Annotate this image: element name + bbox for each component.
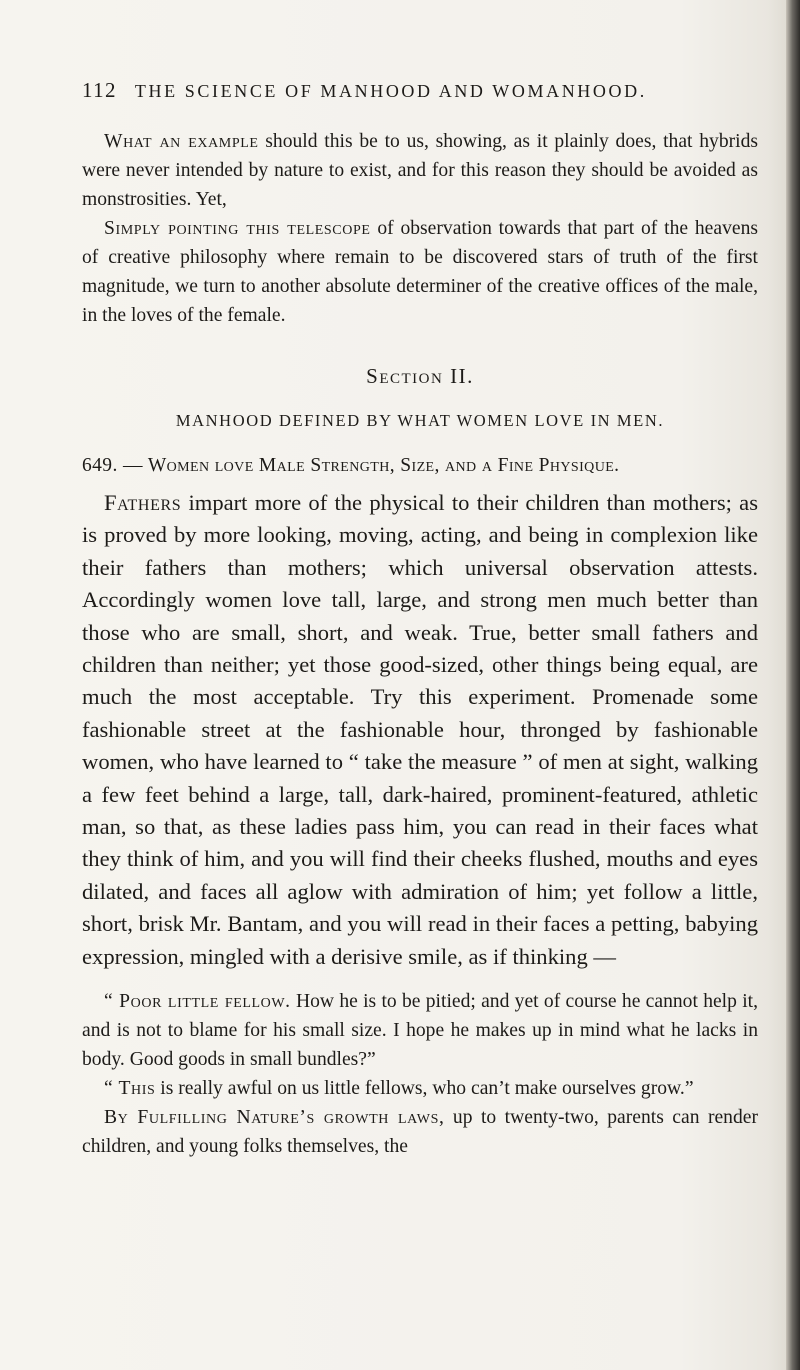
paragraph-lead: “ This — [104, 1078, 156, 1100]
section-heading: Section II. — [366, 364, 474, 388]
running-title: THE SCIENCE OF MANHOOD AND WOMANHOOD. — [134, 81, 647, 101]
article-body-paragraph — [82, 487, 758, 973]
page-number: 112 — [82, 78, 117, 102]
paragraph-text: should this be to us, showing, as it plainly does, that hybrids were never intended by nature to exist, and for this reason they should be avoided as monstrosities. Yet, — [82, 131, 759, 210]
intro-paragraph-1 — [82, 127, 758, 214]
paragraph-text: is really awful on us little fellows, who can’t make ourselves grow.” — [155, 1078, 694, 1100]
paragraph-text: up to twenty-two, parents can render children, and young folks themselves, the — [82, 1107, 758, 1158]
paragraph-lead: “ Poor little fellow. — [104, 991, 291, 1013]
page-content — [82, 78, 758, 1161]
closing-paragraph — [82, 1103, 758, 1161]
paragraph-text: of observation towards that part of the heavens of creative philosophy where remain to be discovered stars of truth of the first magnitude, we turn to another absolute determiner of the creative offices of the male, in the loves of the female. — [82, 218, 758, 326]
quote-paragraph-1 — [82, 987, 758, 1074]
paragraph-text: impart more of the physical to their children than mothers; as is proved by more looking, moving, acting, and being in complexion like their fathers than mothers; which universal observation attests. Accordingly women love tall, large, and strong men much better than those who are small, short, and weak. True, better small fathers and children than neither; yet those good-sized, other things being equal, are much the most acceptable. Try this experiment. Promenade some fashionable street at the fashionable hour, thronged by fashionable women, who have learned to “ take the measure ” of men at sight, walking a few feet behind a large, tall, dark-haired, prominent-featured, athletic man, so that, as these ladies pass him, you can read in their faces what they think of him, and you will find their cheeks flushed, mouths and eyes dilated, and faces all aglow with admiration of him; yet follow a little, short, brisk Mr. Bantam, and you will read in their faces a petting, babying expression, mingled with a derisive smile, as if thinking — — [82, 490, 758, 969]
paragraph-text: How he is to be pitied; and yet of course he cannot help it, and is not to blame for his small size. I hope he makes up in mind what he lacks in body. Good goods in small bundles?” — [82, 991, 758, 1071]
intro-paragraph-2 — [82, 214, 758, 330]
paragraph-lead: Simply pointing this telescope — [104, 218, 371, 239]
page-edge-shadow — [786, 0, 800, 1370]
section-subheading: MANHOOD DEFINED BY WHAT WOMEN LOVE IN MEN. — [175, 411, 665, 430]
running-header — [82, 78, 758, 103]
quote-paragraph-2 — [82, 1074, 758, 1103]
paragraph-lead: By Fulfilling Nature’s growth laws, — [104, 1107, 445, 1129]
paragraph-lead: What an example — [104, 131, 259, 152]
paragraph-lead: Fathers — [104, 490, 182, 515]
article-heading: 649. — Women love Male Strength, Size, and a Fine Physique. — [82, 455, 620, 476]
